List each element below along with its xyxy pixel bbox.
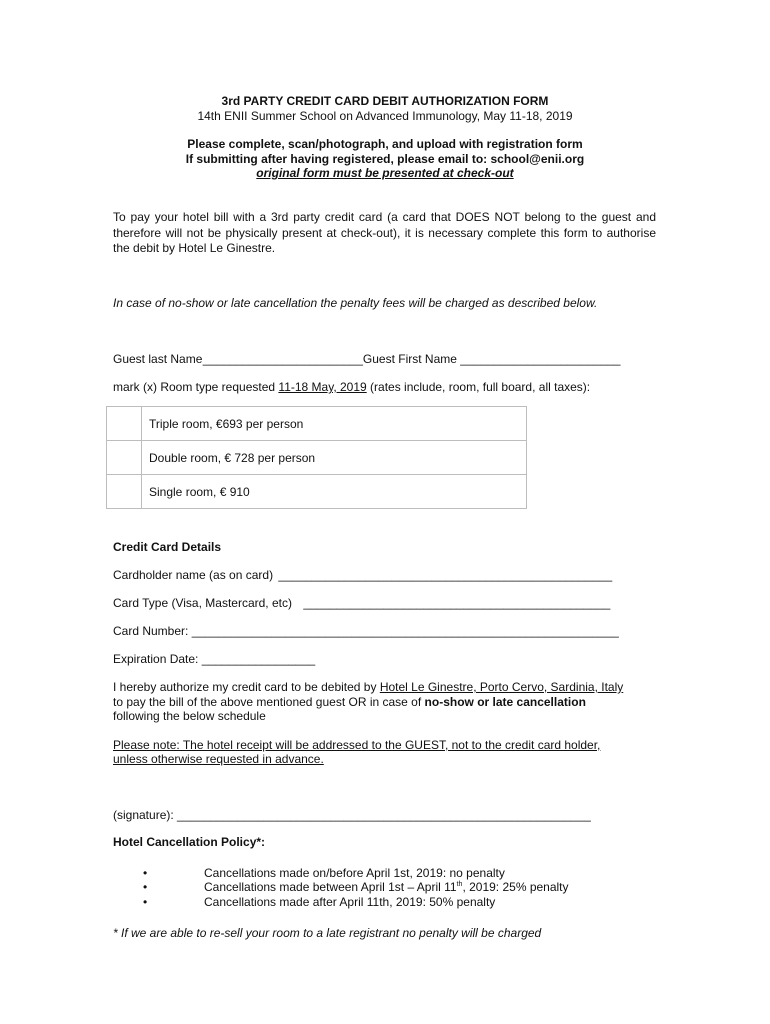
receipt-note-line-2: unless otherwise requested in advance. [113,752,324,766]
policy-item-2 [204,880,569,894]
room-row-single [107,475,527,509]
policy-item-2-text: Cancellations made between April 1st – April 11 [204,880,457,894]
signature-label: (signature): [113,808,174,822]
instruction-email: If submitting after having registered, please email to: school@enii.org [185,152,585,166]
guest-last-name-field[interactable]: ________________________ [202,352,363,366]
cardholder-label: Cardholder name (as on card) [113,568,274,582]
card-number-row [113,624,619,638]
room-request-dates: 11-18 May, 2019 [278,380,367,394]
room-request-prefix: mark (x) Room type requested [113,380,279,394]
room-mark-cell[interactable] [107,475,142,509]
form-subtitle: 14th ENII Summer School on Advanced Immunology, May 11-18, 2019 [197,109,573,123]
card-type-row [113,596,610,610]
instruction-upload: Please complete, scan/photograph, and upload with registration form [187,137,583,151]
room-label: Double room, € 728 per person [142,441,527,475]
authorization-line-3: following the below schedule [113,709,266,723]
policy-item-2-rest: , 2019: 25% penalty [462,880,569,894]
guest-name-row [113,352,620,366]
expiration-field[interactable]: _________________ [201,652,316,666]
signature-field[interactable]: ______________________________________________________________ [177,808,591,822]
policy-item-1: Cancellations made on/before April 1st, 2019: no penalty [204,866,505,880]
expiration-row [113,652,315,666]
room-mark-cell[interactable] [107,407,142,441]
room-row-triple [107,407,527,441]
authorization-text: I hereby authorize my credit card to be debited by [113,680,380,694]
receipt-note-line-1: Please note: The hotel receipt will be addressed to the GUEST, not to the credit card holder, [113,738,601,752]
authorization-line-2 [113,695,586,709]
signature-row [113,808,591,822]
room-label: Triple room, €693 per person [142,407,527,441]
instruction-original: original form must be presented at check-out [256,166,514,180]
authorization-line-1 [113,680,623,694]
intro-paragraph: To pay your hotel bill with a 3rd party credit card (a card that DOES NOT belong to the guest and therefore will not be physically present at check-out), it is necessary complete this form to authorise the debit by Hotel Le Ginestre. [113,210,656,255]
guest-last-name-label: Guest last Name [113,352,203,366]
room-mark-cell[interactable] [107,441,142,475]
card-type-label: Card Type (Visa, Mastercard, etc) [113,596,292,610]
bullet-icon: • [143,866,148,880]
superscript-th: th [456,881,463,888]
bullet-icon: • [143,880,148,894]
room-type-table [106,406,527,509]
card-number-field[interactable]: ________________________________________________________________ [191,624,619,638]
policy-footnote: * If we are able to re-sell your room to a late registrant no penalty will be charged [113,926,542,940]
bullet-icon: • [143,895,148,909]
authorization-text: to pay the bill of the above mentioned guest OR in case of [113,695,425,709]
penalty-note: In case of no-show or late cancellation the penalty fees will be charged as described below. [113,296,598,310]
guest-first-name-field[interactable]: ________________________ [460,352,621,366]
cancellation-policy-heading: Hotel Cancellation Policy*: [113,835,266,849]
room-label: Single room, € 910 [142,475,527,509]
room-request-suffix: (rates include, room, full board, all taxes): [366,380,591,394]
cardholder-row [113,568,612,582]
no-show-emphasis: no-show or late cancellation [424,695,586,709]
form-title: 3rd PARTY CREDIT CARD DEBIT AUTHORIZATION FORM [221,94,549,108]
guest-first-name-label: Guest First Name [362,352,457,366]
hotel-name: Hotel Le Ginestre, Porto Cervo, Sardinia, Italy [379,680,624,694]
room-row-double [107,441,527,475]
policy-item-3: Cancellations made after April 11th, 2019: 50% penalty [204,895,496,909]
expiration-label: Expiration Date: [113,652,199,666]
cardholder-field[interactable]: __________________________________________________ [278,568,613,582]
credit-card-heading: Credit Card Details [113,540,222,554]
card-type-field[interactable]: ______________________________________________ [303,596,611,610]
room-request-line [113,380,590,394]
card-number-label: Card Number: [113,624,189,638]
